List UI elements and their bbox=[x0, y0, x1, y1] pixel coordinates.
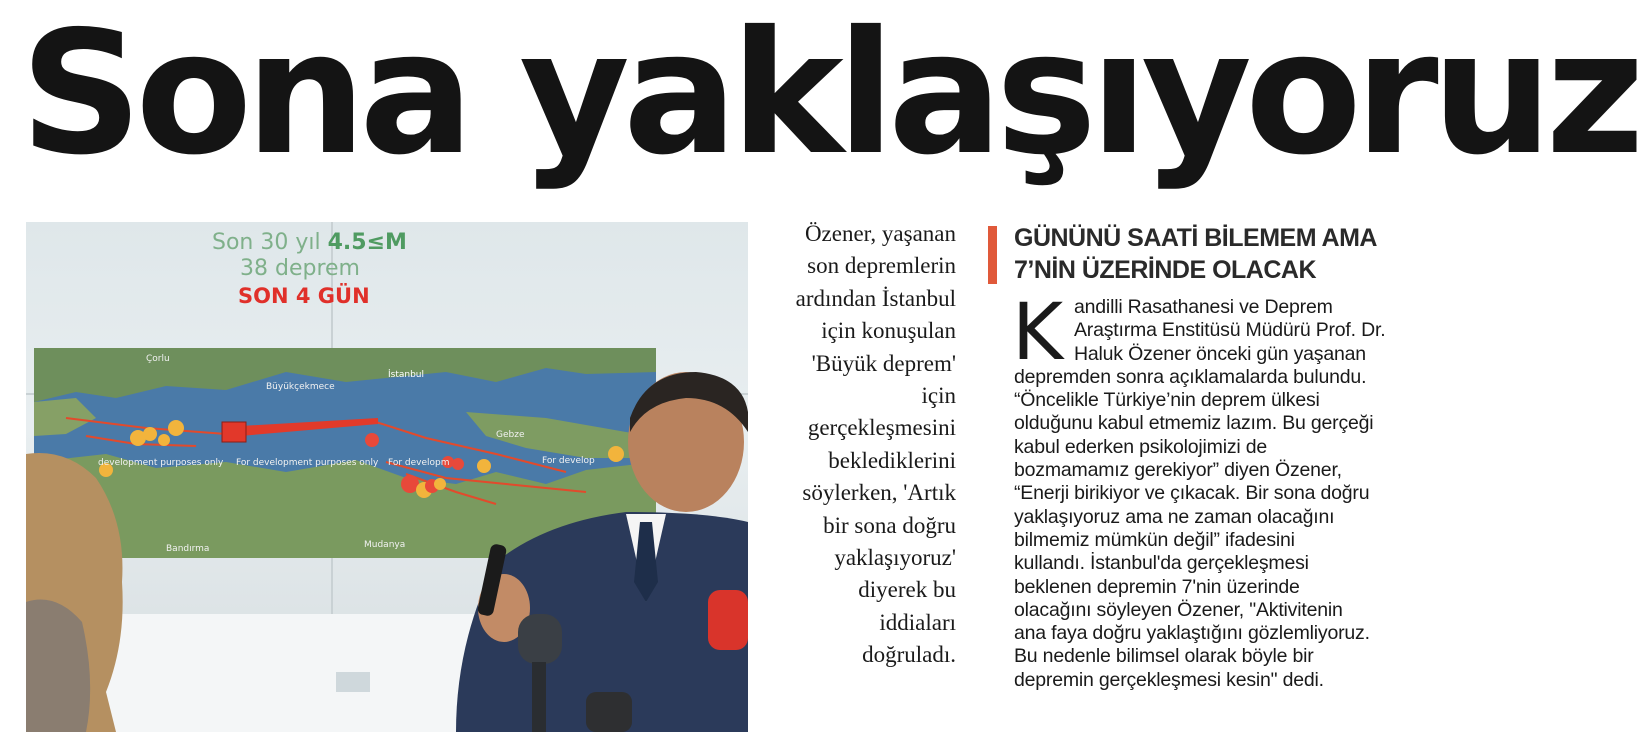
accent-bar bbox=[988, 226, 997, 284]
body-line: Haluk Özener önceki gün yaşanan bbox=[1074, 342, 1366, 365]
body-line: Araştırma Enstitüsü Müdürü Prof. Dr. bbox=[1074, 319, 1386, 342]
body-line: “Öncelikle Türkiye’nin deprem ülkesi bbox=[1014, 389, 1320, 412]
body-line: Bu nedenle bilimsel olarak böyle bir bbox=[1014, 645, 1314, 668]
middle-line: 'Büyük deprem' bbox=[811, 350, 956, 376]
body-line: kullandı. İstanbul'da gerçekleşmesi bbox=[1014, 552, 1309, 575]
map-label: Gebze bbox=[496, 430, 525, 440]
middle-line: iddiaları bbox=[879, 609, 956, 635]
epicenter-marker bbox=[222, 422, 246, 442]
headline: Sona yaklaşıyoruz bbox=[20, 0, 1638, 193]
drop-cap: K bbox=[1012, 288, 1063, 378]
subheadline bbox=[1014, 222, 1444, 286]
screen-line-3: SON 4 GÜN bbox=[238, 284, 370, 308]
middle-line: yaklaşıyoruz' bbox=[834, 545, 956, 571]
body-line: depremin gerçekleşmesi kesin" dedi. bbox=[1014, 668, 1324, 691]
middle-line: son depremlerin bbox=[807, 253, 956, 279]
body-line: bozmamamız gerekiyor” diyen Özener, bbox=[1014, 459, 1342, 482]
middle-line: ardından İstanbul bbox=[795, 285, 956, 311]
map-label: Mudanya bbox=[364, 540, 406, 550]
body-line: ana faya doğru yaklaştığını gözlemliyoruz. bbox=[1014, 622, 1370, 645]
screen-tile bbox=[336, 672, 370, 692]
body-line: andilli Rasathanesi ve Deprem bbox=[1074, 296, 1333, 318]
body-line: olacağını söyleyen Özener, "Aktivitenin bbox=[1014, 598, 1343, 621]
middle-column bbox=[770, 218, 956, 672]
body-line: bilmemiz mümkün değil” ifadesini bbox=[1014, 528, 1295, 551]
middle-line: gerçekleşmesini bbox=[807, 415, 956, 441]
press-photo bbox=[26, 222, 748, 732]
middle-line: için bbox=[921, 383, 956, 409]
body-line: olduğunu kabul etmemiz lazım. Bu gerçeği bbox=[1014, 412, 1374, 435]
map-label: Büyükçekmece bbox=[266, 382, 335, 392]
map-label: Çorlu bbox=[146, 354, 170, 364]
microphone-2 bbox=[586, 692, 632, 732]
subheadline-line-1: GÜNÜNÜ SAATİ BİLEMEM AMA bbox=[1014, 224, 1377, 252]
screen-line-2: 38 deprem bbox=[240, 256, 360, 281]
middle-line: doğruladı. bbox=[862, 642, 956, 668]
map-label: For development purposes only bbox=[236, 458, 379, 468]
body-line: kabul ederken psikolojimizi de bbox=[1014, 435, 1268, 458]
body-line: yaklaşıyoruz ama ne zaman olacağını bbox=[1014, 505, 1335, 528]
middle-line: için konuşulan bbox=[821, 318, 956, 344]
map-label: For developm bbox=[388, 458, 450, 468]
map-label: For develop bbox=[542, 456, 595, 466]
microphone-red bbox=[708, 590, 748, 650]
microphone bbox=[518, 614, 562, 664]
middle-line: söylerken, 'Artık bbox=[802, 480, 956, 506]
middle-line: diyerek bu bbox=[858, 577, 956, 603]
photo-illustration bbox=[26, 222, 748, 732]
body-line: beklenen depremin 7'nin üzerinde bbox=[1014, 575, 1300, 598]
middle-line: Özener, yaşanan bbox=[804, 221, 956, 246]
middle-line: bir sona doğru bbox=[823, 512, 956, 538]
body-line: depremden sonra açıklamalarda bulundu. bbox=[1014, 365, 1367, 388]
screen-line-1: Son 30 yıl 4.5≤M bbox=[212, 230, 407, 255]
body-line: “Enerji birikiyor ve çıkacak. Bir sona doğru bbox=[1014, 482, 1370, 505]
map-label: development purposes only bbox=[98, 458, 224, 468]
article-body bbox=[1012, 288, 1444, 692]
map-label: İstanbul bbox=[388, 370, 425, 380]
middle-line: beklediklerini bbox=[828, 447, 956, 473]
map-label: Bandırma bbox=[166, 544, 210, 554]
subheadline-line-2: 7’NİN ÜZERİNDE OLACAK bbox=[1014, 256, 1317, 284]
